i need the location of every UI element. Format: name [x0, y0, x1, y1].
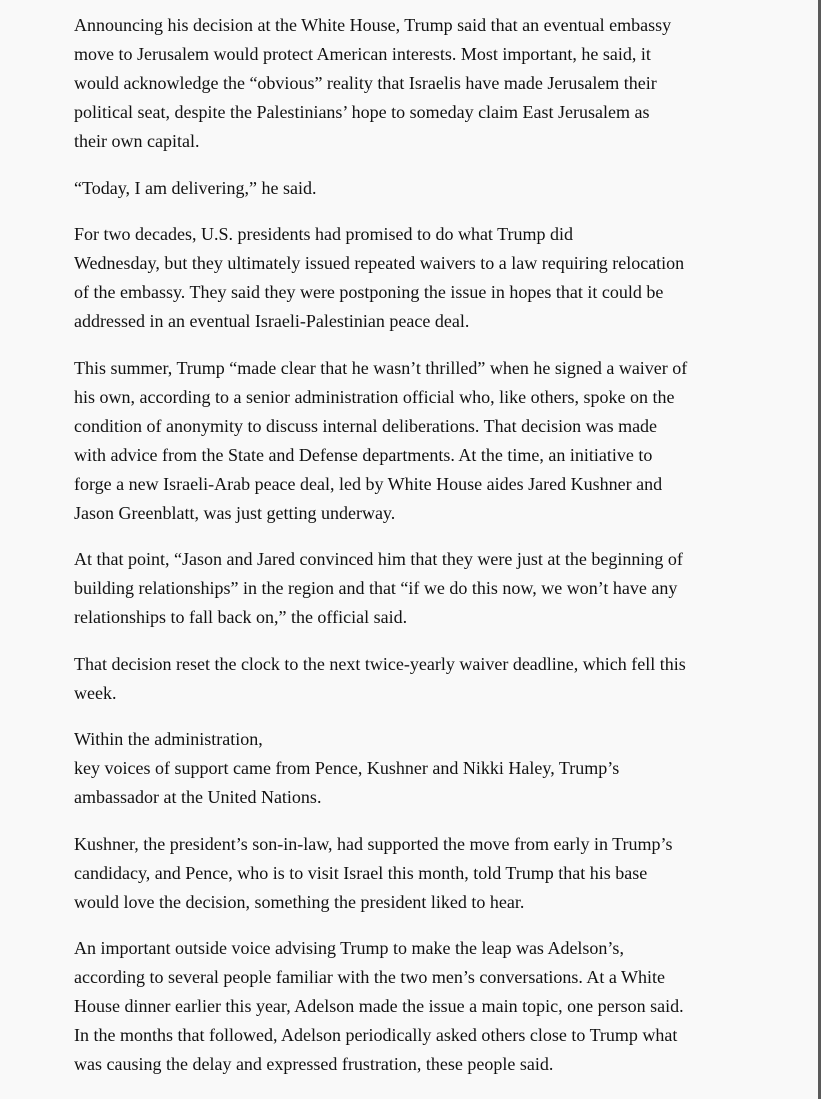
paragraph-quote [74, 174, 764, 203]
text-line: “Today, I am delivering,” he said. [74, 177, 317, 198]
text-line: of the embassy. They said they were postponing the issue in hopes that it could be [74, 282, 664, 302]
text-line: with advice from the State and Defense departments. At the time, an initiative to [74, 444, 653, 465]
text-line: This summer, Trump “made clear that he wasn’t thrilled” when he signed a waiver of [74, 357, 688, 378]
text-line: In the months that followed, Adelson periodically asked others close to Trump what [74, 1025, 678, 1045]
paragraph-this-summer [74, 354, 764, 528]
text-line: key voices of support came from Pence, Kushner and Nikki Haley, Trump’s [74, 758, 620, 778]
text-line: condition of anonymity to discuss internal deliberations. That decision was made [74, 415, 658, 436]
paragraph-kushner [74, 830, 764, 917]
text-line: candidacy, and Pence, who is to visit Israel this month, told Trump that his base [74, 862, 648, 883]
text-line: was causing the delay and expressed frustration, these people said. [74, 1054, 554, 1074]
text-line: addressed in an eventual Israeli-Palestinian peace deal. [74, 311, 470, 331]
text-line: according to several people familiar with the two men’s conversations. At a White [74, 967, 665, 987]
text-line: would love the decision, something the president liked to hear. [74, 891, 525, 912]
paragraph-waiver-deadline [74, 650, 764, 708]
text-line: At that point, “Jason and Jared convinced him that they were just at the beginning of [74, 549, 683, 569]
text-line: their own capital. [74, 131, 200, 151]
paragraph-key-voices [74, 725, 764, 812]
text-line: For two decades, U.S. presidents had promised to do what Trump did [74, 224, 573, 244]
text-line: Jason Greenblatt, was just getting underway. [74, 502, 396, 523]
text-line: Kushner, the president’s son-in-law, had supported the move from early in Trump’s [74, 833, 673, 854]
text-line: ambassador at the United Nations. [74, 787, 322, 807]
paragraph-two-decades [74, 220, 764, 336]
text-line: political seat, despite the Palestinians’ hope to someday claim East Jerusalem as [74, 102, 650, 122]
text-line: Announcing his decision at the White House, Trump said that an eventual embassy [74, 15, 672, 35]
text-line: forge a new Israeli-Arab peace deal, led by White House aides Jared Kushner and [74, 473, 663, 494]
text-line: That decision reset the clock to the next twice-yearly waiver deadline, which fell this [74, 653, 686, 674]
paragraph-embassy-announcement [74, 11, 764, 156]
paragraph-adelson [74, 934, 764, 1079]
text-line: would acknowledge the “obvious” reality that Israelis have made Jerusalem their [74, 73, 657, 93]
text-line: building relationships” in the region and that “if we do this now, we won’t have any [74, 578, 678, 598]
text-line: week. [74, 682, 117, 703]
text-line: his own, according to a senior administration official who, like others, spoke on the [74, 386, 675, 407]
text-line: move to Jerusalem would protect American interests. Most important, he said, it [74, 44, 651, 64]
text-line: Within the administration, [74, 729, 263, 749]
text-line: House dinner earlier this year, Adelson made the issue a main topic, one person said. [74, 996, 684, 1016]
text-line: relationships to fall back on,” the official said. [74, 607, 408, 627]
paragraph-jason-and-jared [74, 545, 764, 632]
text-line: Wednesday, but they ultimately issued repeated waivers to a law requiring relocation [74, 253, 685, 273]
text-line: An important outside voice advising Trump to make the leap was Adelson’s, [74, 938, 624, 958]
article-body [74, 11, 764, 1097]
